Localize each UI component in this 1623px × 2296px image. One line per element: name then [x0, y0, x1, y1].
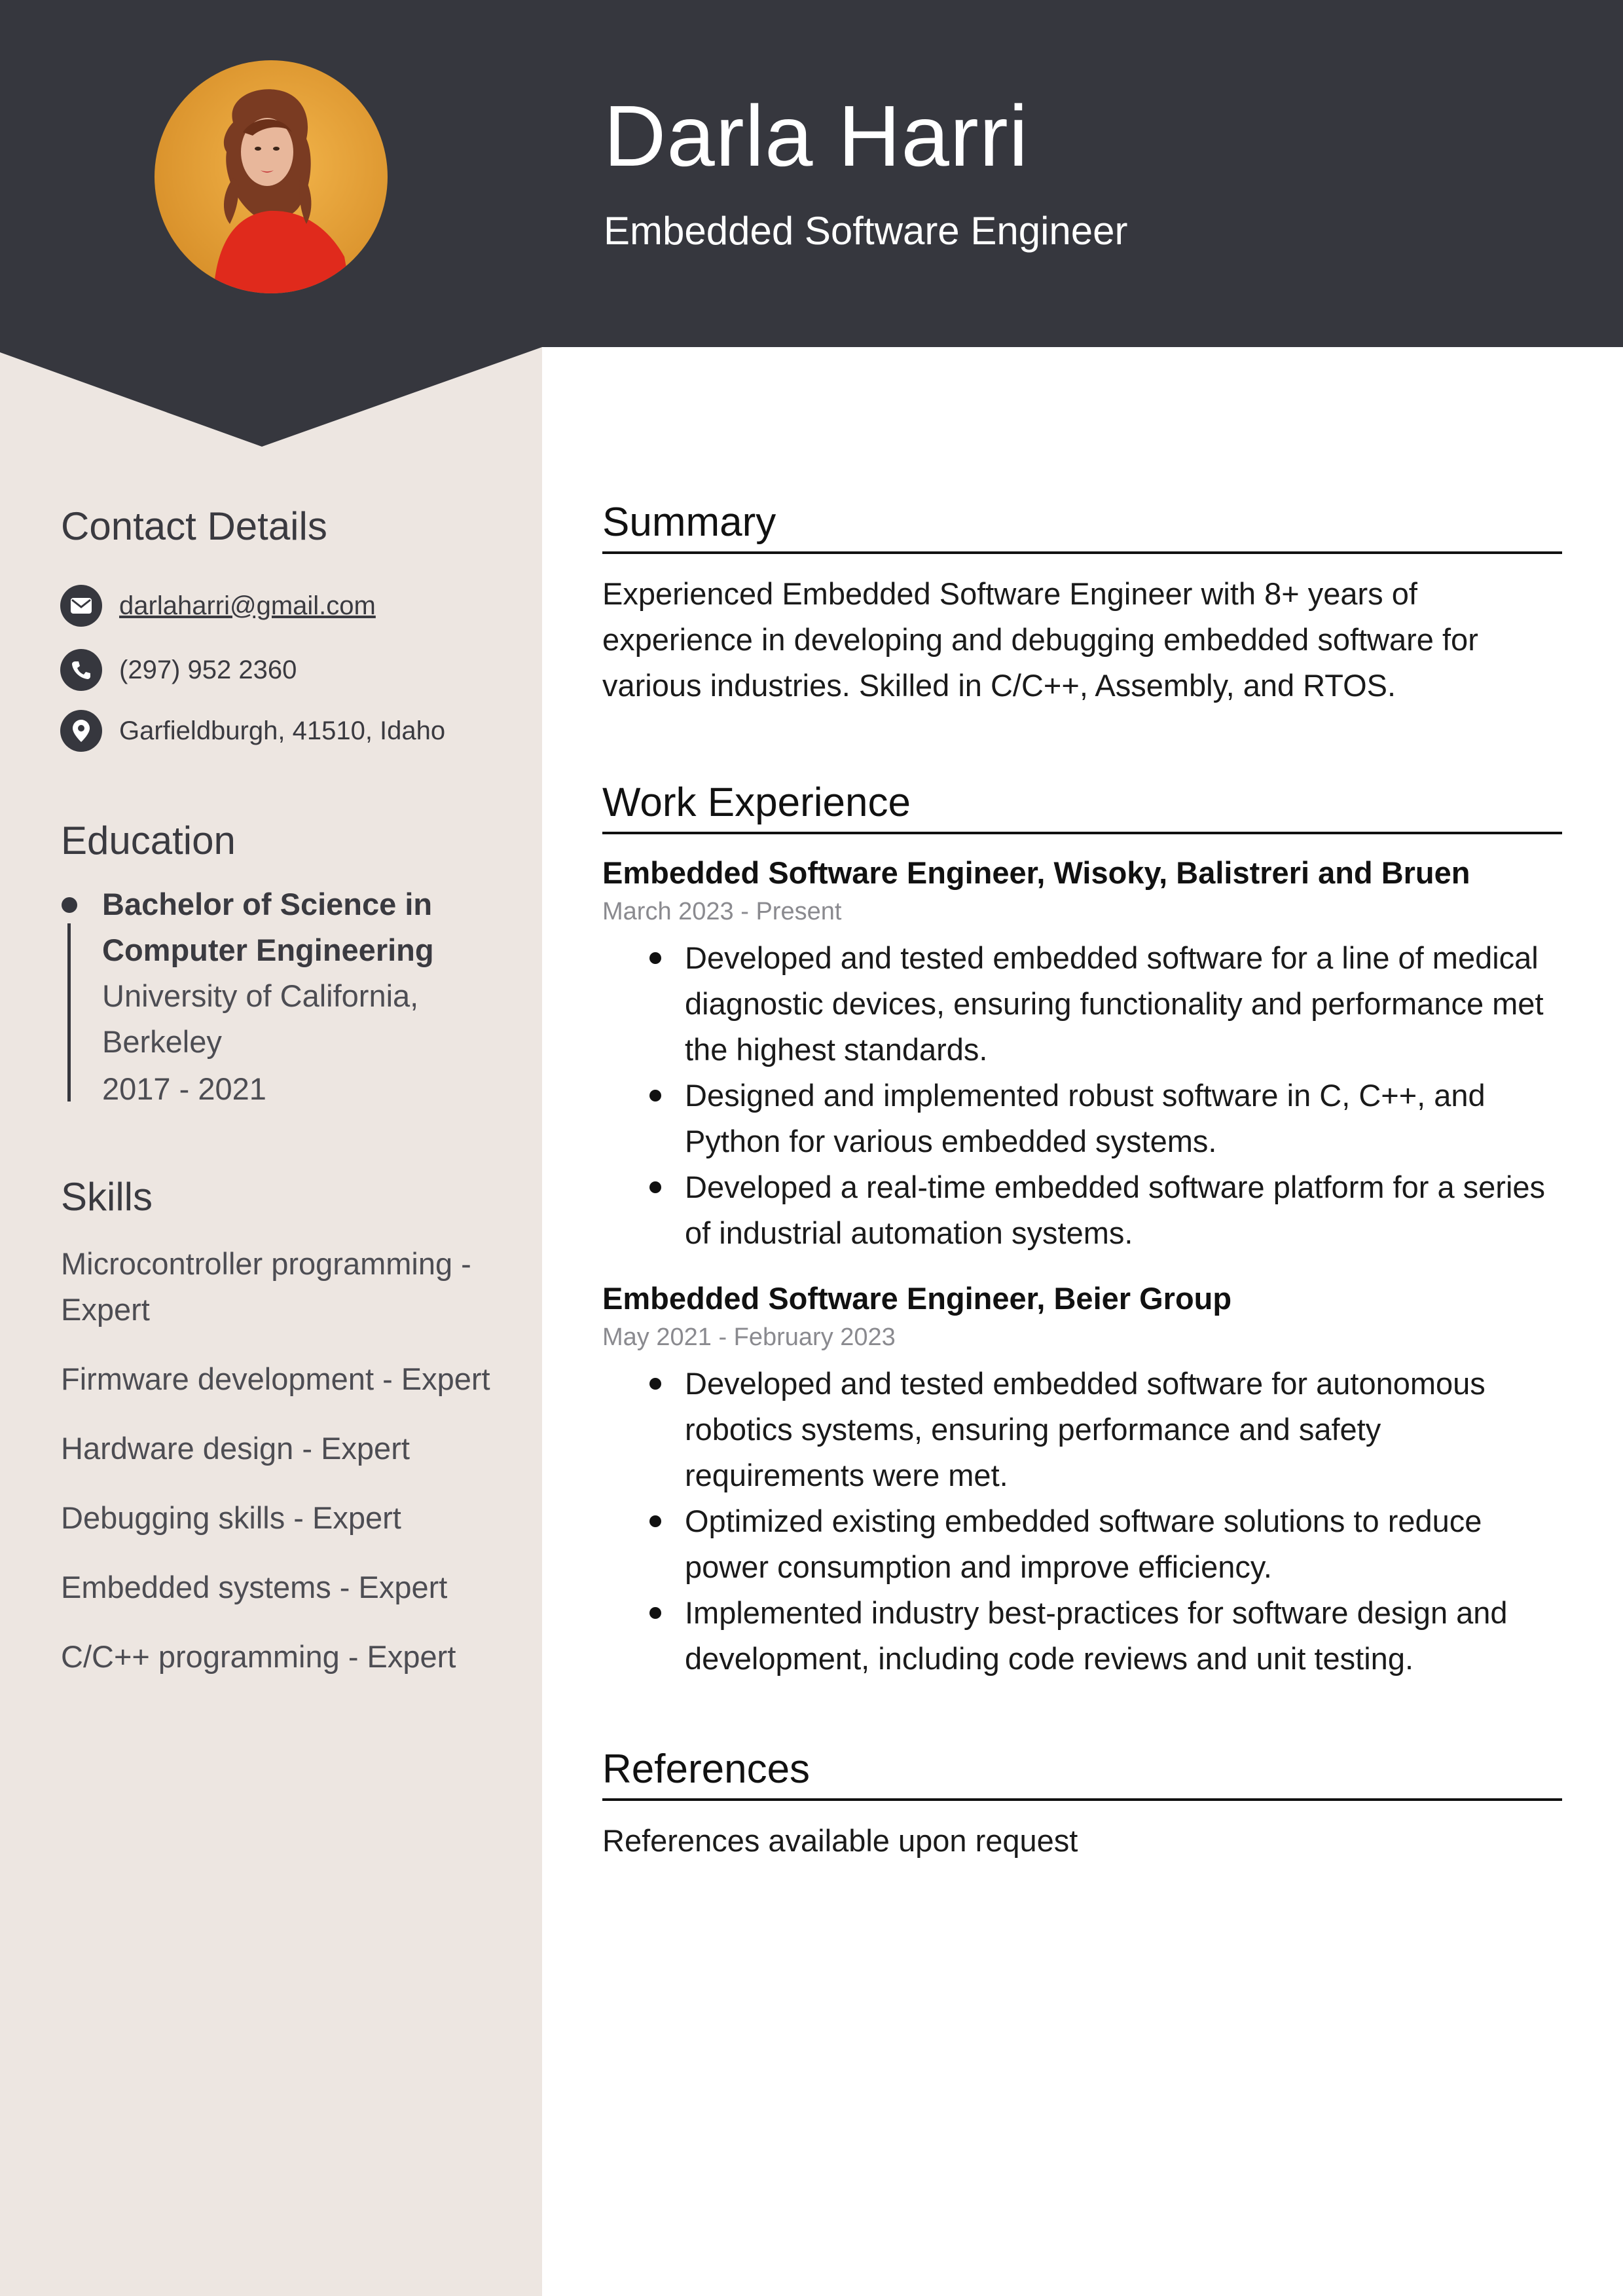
job-dates: May 2021 - February 2023: [602, 1324, 896, 1351]
bullet-text: Developed a real-time embedded software platform for a series of industrial automation systems.: [685, 1170, 1546, 1250]
education-heading: Education: [61, 819, 236, 862]
summary-heading: Summary: [602, 496, 1562, 554]
bullet-dot: [649, 1181, 661, 1193]
contact-phone-row: [60, 649, 297, 691]
job-bullets: [602, 1361, 1562, 1682]
bullet-item: [602, 1498, 1562, 1590]
skill-item: C/C++ programming - Expert: [61, 1639, 456, 1674]
job-entry: [602, 851, 1562, 1256]
address: Garfieldburgh, 41510, Idaho: [119, 716, 446, 745]
bullet-text: Designed and implemented robust software in C, C++, and Python for various embedded systems.: [685, 1078, 1486, 1158]
email-link[interactable]: darlaharri@gmail.com: [119, 591, 376, 620]
summary-section: [602, 496, 1562, 709]
job-title: Embedded Software Engineer: [604, 209, 1128, 253]
location-pin-icon: [60, 710, 102, 752]
summary-text: Experienced Embedded Software Engineer with 8+ years of experience in developing and debugging embedded software for various industries. Skilled in C/C++, Assembly, and RTOS.: [602, 576, 1478, 703]
skills-heading: Skills: [61, 1175, 153, 1219]
job-position: Embedded Software Engineer, Wisoky, Balistreri and Bruen: [602, 855, 1470, 890]
job-position: Embedded Software Engineer, Beier Group: [602, 1281, 1232, 1316]
job-dates: March 2023 - Present: [602, 898, 842, 925]
bullet-text: Developed and tested embedded software for autonomous robotics systems, ensuring performance and safety requirements were met.: [685, 1366, 1486, 1492]
bullet-dot: [649, 1378, 661, 1390]
skill-item: Hardware design - Expert: [61, 1431, 410, 1466]
job-entry: [602, 1277, 1562, 1682]
envelope-icon: [60, 585, 102, 627]
bullet-item: [602, 1164, 1562, 1256]
skill-item: Microcontroller programming - Expert: [61, 1246, 471, 1327]
skills-list: [61, 1241, 519, 1703]
contact-email-row: [60, 585, 376, 627]
bullet-dot: [649, 952, 661, 964]
phone-icon: [60, 649, 102, 691]
bullet-dot: [649, 1607, 661, 1619]
bullet-dot: [649, 1515, 661, 1527]
skill-item: Embedded systems - Expert: [61, 1570, 448, 1604]
candidate-name: Darla Harri: [604, 88, 1029, 184]
education-school: University of California, Berkeley: [102, 978, 419, 1059]
timeline-line: [67, 923, 71, 1102]
skill-item: Debugging skills - Expert: [61, 1500, 401, 1535]
bullet-item: [602, 1361, 1562, 1498]
bullet-text: Developed and tested embedded software for a line of medical diagnostic devices, ensuring functionality and performance met the highest standards.: [685, 940, 1544, 1067]
bullet-item: [602, 1073, 1562, 1164]
education-years: 2017 - 2021: [102, 1071, 266, 1106]
profile-photo: [155, 60, 388, 293]
education-degree: Bachelor of Science in Computer Engineering: [102, 887, 434, 967]
references-heading: References: [602, 1743, 1562, 1801]
references-text: References available upon request: [602, 1823, 1078, 1858]
work-experience-section: [602, 777, 1562, 1682]
bullet-item: [602, 1590, 1562, 1682]
bullet-text: Implemented industry best-practices for software design and development, including code reviews and unit testing.: [685, 1595, 1508, 1676]
timeline-dot: [62, 897, 77, 913]
bullet-item: [602, 935, 1562, 1073]
contact-address-row: [60, 710, 445, 752]
work-experience-heading: Work Experience: [602, 777, 1562, 834]
references-section: [602, 1743, 1562, 1864]
bullet-dot: [649, 1090, 661, 1102]
skill-item: Firmware development - Expert: [61, 1361, 490, 1396]
contact-heading: Contact Details: [61, 504, 327, 548]
phone-number: (297) 952 2360: [119, 655, 297, 684]
bullet-text: Optimized existing embedded software solutions to reduce power consumption and improve efficiency.: [685, 1504, 1482, 1584]
job-bullets: [602, 935, 1562, 1256]
